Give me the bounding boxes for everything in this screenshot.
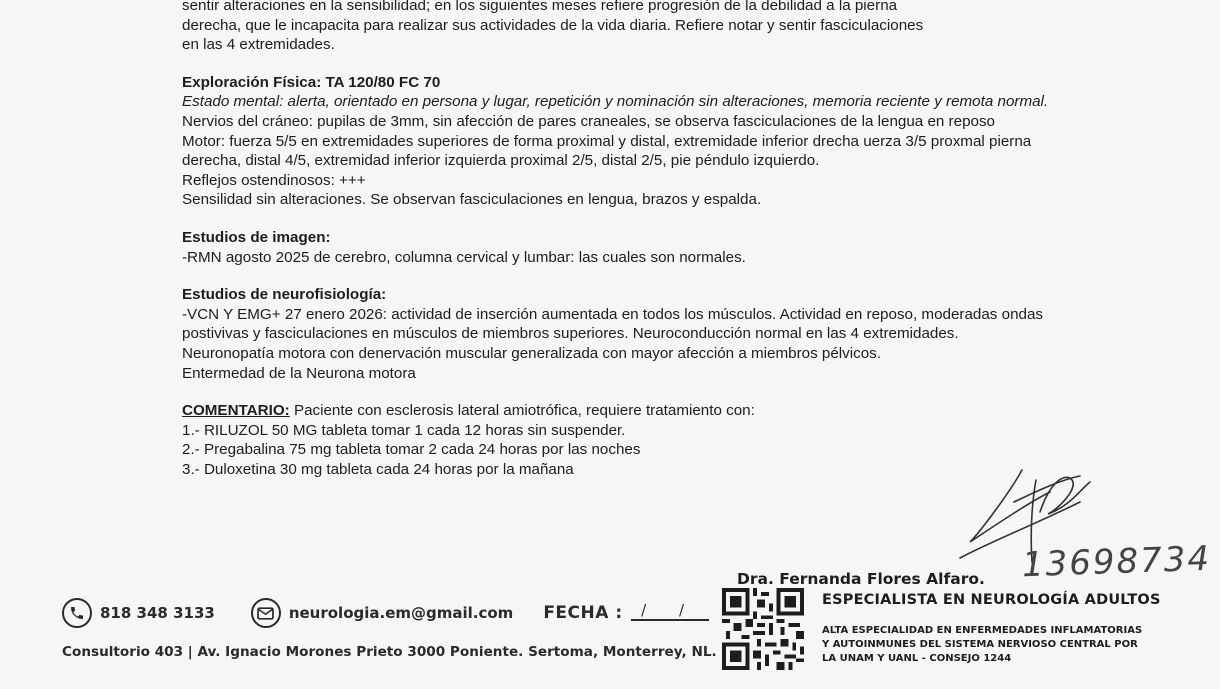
comment-line <box>182 401 1052 421</box>
history-line: derecha, que le incapacita para realizar sus actividades de la vida diaria. Refiere notar y sentir fasciculaciones <box>182 16 924 34</box>
doctor-title: ESPECIALISTA EN NEUROLOGÍA ADULTOS <box>822 592 1161 608</box>
exam-reflexes: Reflejos ostendinosos: +++ <box>182 171 366 189</box>
credential-line: LA UNAM Y UANL - CONSEJO 1244 <box>822 653 1012 664</box>
phone-number: 818 348 3133 <box>100 604 215 622</box>
prescription-item: 2.- Pregabalina 75 mg tableta tomar 2 cada 24 horas por las noches <box>182 441 641 459</box>
qr-code <box>722 588 804 670</box>
prescription-item: 3.- Duloxetina 30 mg tableta cada 24 horas por la mañana <box>182 460 574 478</box>
doctor-name: Dra. Fernanda Flores Alfaro. <box>737 570 985 588</box>
exam-cranial: Nervios del cráneo: pupilas de 3mm, sin afección de pares craneales, se observa fasciculaciones de la lengua en reposo <box>182 112 995 130</box>
doctor-credentials <box>822 624 1142 666</box>
history-line: en las 4 extremidades. <box>182 36 335 54</box>
exam-heading: Exploración Física: TA 120/80 FC 70 <box>182 73 441 91</box>
exam-mental: Estado mental: alerta, orientado en persona y lugar, repetición y nominación sin alteraciones, memoria reciente y remota normal. <box>182 93 1049 111</box>
exam-sensory: Sensilidad sin alteraciones. Se observan fasciculaciones en lengua, brazos y espalda. <box>182 191 762 209</box>
address: Consultorio 403 | Av. Ignacio Morones Prieto 3000 Poniente. Sertoma, Monterrey, NL. <box>62 644 717 660</box>
comment-label: COMENTARIO: <box>182 402 290 420</box>
handwritten-number: 13698734 <box>1021 538 1212 586</box>
exam-motor: Motor: fuerza 5/5 en extremidades superiores de forma proximal y distal, extremidade inferior drecha uerza 3/5 proxmal pierna derecha, distal 4/5, extremidad inferior izquierda proximal 2/5, distal 2/5, pie péndulo izquierdo. <box>182 132 1032 170</box>
neuro-heading: Estudios de neurofisiología: <box>182 286 387 304</box>
phone-icon <box>62 598 92 628</box>
prescription-item: 1.- RILUZOL 50 MG tableta tomar 1 cada 12 horas sin suspender. <box>182 421 626 439</box>
neuro-diagnosis: Entermedad de la Neurona motora <box>182 364 416 382</box>
document-body <box>182 0 1052 479</box>
credential-line: ALTA ESPECIALIDAD EN ENFERMEDADES INFLAMATORIAS <box>822 625 1143 636</box>
date-label: FECHA : <box>543 603 623 623</box>
email-address: neurologia.em@gmail.com <box>288 604 514 622</box>
imaging-line: -RMN agosto 2025 de cerebro, columna cervical y lumbar: las cuales son normales. <box>182 248 746 266</box>
comment-text: Paciente con esclerosis lateral amiotrófica, requiere tratamiento con: <box>289 402 755 420</box>
history-line: sentir alteraciones en la sensibilidad; en los siguientes meses refiere progresión de la debilidad a la pierna <box>182 0 898 14</box>
credential-line: Y AUTOINMUNES DEL SISTEMA NERVIOSO CENTRAL POR <box>822 639 1138 650</box>
neuro-text: -VCN Y EMG+ 27 enero 2026: actividad de inserción aumentada en todos los músculos. Actividad en reposo, moderadas ondas postivivas y fasciculaciones en músculos de miembros superiores. Neuroconducción normal en las 4 extremidades. Neuronopatía motora con denervación muscular generalizada con mayor afección a miembros pélvicos. <box>182 305 1043 362</box>
footer-contact <box>62 596 709 630</box>
date-field: / / <box>631 601 709 621</box>
email-icon <box>251 598 281 628</box>
imaging-heading: Estudios de imagen: <box>182 228 331 246</box>
